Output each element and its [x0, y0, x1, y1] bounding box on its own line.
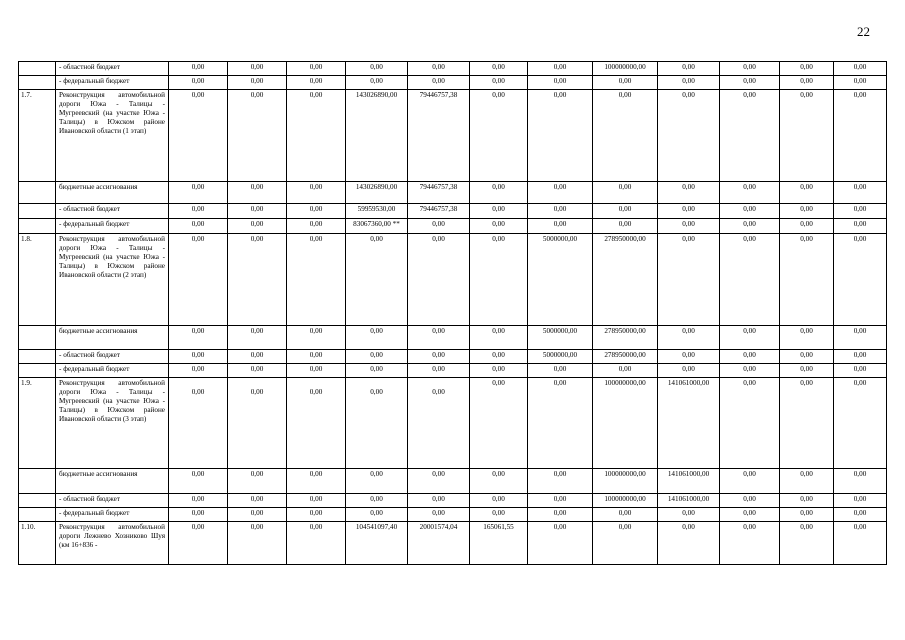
amount-cell: 0,00	[227, 363, 286, 377]
amount-cell: 100000000,00	[592, 61, 657, 75]
amount-cell: 0,00	[833, 377, 887, 468]
amount-cell: 0,00	[719, 349, 779, 363]
amount-cell: 0,00	[592, 181, 657, 203]
amount-cell: 0,00	[345, 468, 407, 493]
amount-cell: 0,00	[592, 521, 657, 565]
amount-cell: 0,00	[227, 203, 286, 218]
amount-cell: 0,00	[657, 325, 719, 349]
amount-cell: 0,00	[286, 507, 345, 521]
item-name-cell	[55, 468, 168, 493]
amount-cell: 0,00	[227, 468, 286, 493]
amount-cell: 0,00	[833, 507, 887, 521]
amount-cell: 0,00	[168, 181, 227, 203]
amount-cell: 0,00	[168, 507, 227, 521]
row-number-cell	[18, 468, 55, 493]
amount-cell: 0,00	[168, 61, 227, 75]
table-row	[18, 89, 887, 181]
row-number-cell: 1.7.	[18, 89, 55, 181]
amount-cell: 278950000,00	[592, 233, 657, 325]
table-row	[18, 325, 887, 349]
amount-cell: 0,00	[657, 89, 719, 181]
item-name-text: - федеральный бюджет	[59, 77, 130, 85]
amount-cell: 5000000,00	[527, 325, 592, 349]
table-row	[18, 521, 887, 565]
amount-cell: 0,00	[227, 181, 286, 203]
amount-cell: 0,00	[719, 325, 779, 349]
amount-cell: 59959530,00	[345, 203, 407, 218]
amount-cell: 0,00	[779, 363, 833, 377]
amount-cell: 0,00	[407, 363, 469, 377]
amount-cell: 0,00	[286, 363, 345, 377]
amount-cell: 0,00	[719, 521, 779, 565]
amount-cell: 0,00	[168, 233, 227, 325]
budget-table	[18, 61, 887, 565]
amount-cell: 0,00	[779, 218, 833, 233]
amount-cell: 0,00	[719, 218, 779, 233]
amount-cell: 0,00	[592, 218, 657, 233]
item-name-cell	[55, 75, 168, 89]
amount-cell: 0,00	[469, 89, 527, 181]
amount-cell: 0,00	[286, 521, 345, 565]
amount-cell: 100000000,00	[592, 493, 657, 507]
amount-cell: 0,00	[719, 203, 779, 218]
item-name-text: - областной бюджет	[59, 495, 120, 503]
item-name-cell	[55, 325, 168, 349]
row-number-cell	[18, 203, 55, 218]
amount-cell: 0,00	[657, 349, 719, 363]
amount-cell: 165061,55	[469, 521, 527, 565]
item-name-text: бюджетные ассигнования	[59, 327, 138, 335]
amount-cell: 0,00	[833, 61, 887, 75]
item-name-text: бюджетные ассигнования	[59, 183, 138, 191]
item-name-cell	[55, 363, 168, 377]
table-row	[18, 218, 887, 233]
row-number-cell: 1.8.	[18, 233, 55, 325]
amount-cell: 0,00	[286, 75, 345, 89]
amount-cell: 0,00	[168, 89, 227, 181]
table-row	[18, 203, 887, 218]
amount-cell: 0,00	[719, 61, 779, 75]
table-row	[18, 75, 887, 89]
amount-cell: 0,00	[345, 349, 407, 363]
table-row	[18, 61, 887, 75]
amount-cell: 0,00	[227, 75, 286, 89]
item-name-text: Реконструкция автомобильной дороги Южа - Талицы - Мугреевский (на участке Южа - Талицы) в Южском районе Ивановской области (3 этап)	[59, 379, 165, 423]
amount-cell: 0,00	[527, 203, 592, 218]
amount-cell: 0,00	[286, 468, 345, 493]
item-name-text: - федеральный бюджет	[59, 365, 130, 373]
amount-cell: 0,00	[168, 493, 227, 507]
amount-cell: 0,00	[345, 325, 407, 349]
row-number-cell	[18, 75, 55, 89]
row-number-cell	[18, 507, 55, 521]
amount-cell: 0,00	[719, 377, 779, 468]
amount-cell: 0,00	[469, 507, 527, 521]
item-name-cell	[55, 181, 168, 203]
amount-cell: 0,00	[527, 493, 592, 507]
amount-cell: 0,00	[227, 325, 286, 349]
amount-cell: 0,00	[469, 61, 527, 75]
amount-cell: 0,00	[407, 325, 469, 349]
amount-cell: 0,00	[657, 75, 719, 89]
row-number-cell	[18, 61, 55, 75]
amount-cell: 0,00	[657, 363, 719, 377]
item-name-cell	[55, 218, 168, 233]
amount-cell: 141061000,00	[657, 493, 719, 507]
amount-cell: 0,00	[286, 61, 345, 75]
amount-cell: 0,00	[345, 61, 407, 75]
amount-cell: 0,00	[227, 507, 286, 521]
amount-cell: 0,00	[779, 181, 833, 203]
amount-cell: 0,00	[469, 203, 527, 218]
amount-cell: 100000000,00	[592, 468, 657, 493]
amount-cell: 0,00	[657, 61, 719, 75]
amount-cell: 0,00	[833, 521, 887, 565]
item-name-text: Реконструкция автомобильной дороги Лежнево Хозниково Шуя (км 16+836 -	[59, 523, 165, 549]
amount-cell: 0,00	[592, 507, 657, 521]
item-name-text: - областной бюджет	[59, 351, 120, 359]
amount-cell: 0,00	[527, 521, 592, 565]
amount-cell: 0,00	[527, 468, 592, 493]
amount-cell: 0,00	[833, 468, 887, 493]
amount-cell: 0,00	[407, 233, 469, 325]
table-row	[18, 363, 887, 377]
amount-cell: 104541097,40	[345, 521, 407, 565]
amount-cell: 0,00	[833, 363, 887, 377]
item-name-text: Реконструкция автомобильной дороги Южа - Талицы - Мугреевский (на участке Южа - Талицы) в Южском районе Ивановской области (1 этап)	[59, 91, 165, 135]
amount-cell: 0,00	[779, 75, 833, 89]
amount-cell: 0,00	[345, 363, 407, 377]
amount-cell: 0,00	[527, 218, 592, 233]
amount-cell: 0,00	[168, 377, 227, 468]
amount-cell: 0,00	[469, 181, 527, 203]
amount-cell: 0,00	[407, 218, 469, 233]
amount-cell: 0,00	[779, 233, 833, 325]
table-row	[18, 181, 887, 203]
amount-cell: 0,00	[407, 61, 469, 75]
table-row	[18, 377, 887, 468]
amount-cell: 0,00	[657, 181, 719, 203]
amount-cell: 0,00	[345, 493, 407, 507]
amount-cell: 0,00	[469, 363, 527, 377]
amount-cell: 0,00	[407, 377, 469, 468]
amount-cell: 0,00	[407, 493, 469, 507]
amount-cell: 0,00	[227, 89, 286, 181]
amount-cell: 83067360,00 **	[345, 218, 407, 233]
row-number-cell	[18, 349, 55, 363]
amount-cell: 5000000,00	[527, 349, 592, 363]
item-name-cell	[55, 377, 168, 468]
row-number-cell	[18, 181, 55, 203]
amount-cell: 0,00	[719, 363, 779, 377]
row-number-cell	[18, 218, 55, 233]
amount-cell: 0,00	[345, 75, 407, 89]
table-row	[18, 349, 887, 363]
amount-cell: 0,00	[168, 203, 227, 218]
row-number-cell	[18, 363, 55, 377]
amount-cell: 79446757,38	[407, 89, 469, 181]
amount-cell: 141061000,00	[657, 468, 719, 493]
amount-cell: 0,00	[168, 521, 227, 565]
amount-cell: 0,00	[779, 325, 833, 349]
amount-cell: 0,00	[227, 493, 286, 507]
amount-cell: 0,00	[592, 89, 657, 181]
table-row	[18, 493, 887, 507]
row-number-cell	[18, 493, 55, 507]
amount-cell: 0,00	[469, 75, 527, 89]
amount-cell: 0,00	[527, 89, 592, 181]
amount-cell: 0,00	[719, 507, 779, 521]
amount-cell: 0,00	[168, 363, 227, 377]
amount-cell: 0,00	[469, 493, 527, 507]
amount-cell: 0,00	[592, 75, 657, 89]
amount-cell: 0,00	[779, 349, 833, 363]
item-name-cell	[55, 493, 168, 507]
amount-cell: 0,00	[227, 349, 286, 363]
amount-cell: 0,00	[527, 61, 592, 75]
amount-cell: 0,00	[833, 493, 887, 507]
amount-cell: 0,00	[168, 75, 227, 89]
amount-cell: 0,00	[527, 507, 592, 521]
amount-cell: 0,00	[779, 377, 833, 468]
item-name-cell	[55, 61, 168, 75]
amount-cell: 0,00	[469, 218, 527, 233]
amount-cell: 0,00	[469, 349, 527, 363]
amount-cell: 79446757,38	[407, 181, 469, 203]
table-row	[18, 507, 887, 521]
amount-cell: 0,00	[833, 89, 887, 181]
amount-cell: 0,00	[227, 377, 286, 468]
amount-cell: 278950000,00	[592, 349, 657, 363]
amount-cell: 0,00	[168, 349, 227, 363]
amount-cell: 0,00	[407, 507, 469, 521]
amount-cell: 0,00	[779, 468, 833, 493]
amount-cell: 0,00	[527, 181, 592, 203]
amount-cell: 0,00	[719, 181, 779, 203]
item-name-cell	[55, 233, 168, 325]
amount-cell: 0,00	[592, 363, 657, 377]
amount-cell: 0,00	[719, 233, 779, 325]
amount-cell: 0,00	[833, 218, 887, 233]
amount-cell: 0,00	[168, 325, 227, 349]
amount-cell: 100000000,00	[592, 377, 657, 468]
amount-cell: 278950000,00	[592, 325, 657, 349]
item-name-cell	[55, 203, 168, 218]
amount-cell: 0,00	[286, 181, 345, 203]
amount-cell: 0,00	[407, 349, 469, 363]
amount-cell: 0,00	[527, 75, 592, 89]
amount-cell: 0,00	[469, 233, 527, 325]
amount-cell: 143026890,00	[345, 181, 407, 203]
amount-cell: 20001574,04	[407, 521, 469, 565]
item-name-text: - областной бюджет	[59, 205, 120, 213]
amount-cell: 0,00	[286, 203, 345, 218]
item-name-text: - федеральный бюджет	[59, 220, 130, 228]
amount-cell: 0,00	[833, 75, 887, 89]
item-name-text: - федеральный бюджет	[59, 509, 130, 517]
amount-cell: 0,00	[286, 89, 345, 181]
amount-cell: 0,00	[657, 203, 719, 218]
amount-cell: 0,00	[833, 349, 887, 363]
amount-cell: 0,00	[779, 521, 833, 565]
amount-cell: 0,00	[657, 233, 719, 325]
amount-cell: 0,00	[469, 325, 527, 349]
amount-cell: 0,00	[719, 89, 779, 181]
item-name-text: Реконструкция автомобильной дороги Южа - Талицы - Мугреевский (на участке Южа - Талицы) в Южском районе Ивановской области (2 этап)	[59, 235, 165, 279]
row-number-cell: 1.9.	[18, 377, 55, 468]
amount-cell: 0,00	[833, 325, 887, 349]
amount-cell: 0,00	[407, 468, 469, 493]
amount-cell: 0,00	[833, 181, 887, 203]
amount-cell: 0,00	[779, 203, 833, 218]
amount-cell: 0,00	[592, 203, 657, 218]
item-name-cell	[55, 89, 168, 181]
amount-cell: 0,00	[227, 218, 286, 233]
amount-cell: 0,00	[168, 468, 227, 493]
item-name-text: бюджетные ассигнования	[59, 470, 138, 478]
item-name-cell	[55, 349, 168, 363]
item-name-text: - областной бюджет	[59, 63, 120, 71]
amount-cell: 0,00	[719, 493, 779, 507]
table-row	[18, 233, 887, 325]
item-name-cell	[55, 521, 168, 565]
amount-cell: 0,00	[469, 468, 527, 493]
amount-cell: 0,00	[407, 75, 469, 89]
amount-cell: 0,00	[227, 233, 286, 325]
amount-cell: 0,00	[227, 61, 286, 75]
amount-cell: 0,00	[779, 493, 833, 507]
amount-cell: 0,00	[227, 521, 286, 565]
amount-cell: 0,00	[286, 233, 345, 325]
row-number-cell: 1.10.	[18, 521, 55, 565]
amount-cell: 0,00	[779, 507, 833, 521]
amount-cell: 0,00	[527, 363, 592, 377]
amount-cell: 0,00	[286, 493, 345, 507]
amount-cell: 79446757,38	[407, 203, 469, 218]
amount-cell: 0,00	[286, 218, 345, 233]
amount-cell: 0,00	[286, 349, 345, 363]
row-number-cell	[18, 325, 55, 349]
amount-cell: 5000000,00	[527, 233, 592, 325]
amount-cell: 0,00	[833, 203, 887, 218]
amount-cell: 0,00	[657, 218, 719, 233]
amount-cell: 0,00	[469, 377, 527, 468]
page-number: 22	[857, 24, 870, 39]
amount-cell: 141061000,00	[657, 377, 719, 468]
amount-cell: 0,00	[168, 218, 227, 233]
table-row	[18, 468, 887, 493]
amount-cell: 0,00	[527, 377, 592, 468]
amount-cell: 0,00	[657, 521, 719, 565]
amount-cell: 0,00	[719, 75, 779, 89]
amount-cell: 0,00	[719, 468, 779, 493]
amount-cell: 0,00	[345, 377, 407, 468]
amount-cell: 0,00	[286, 325, 345, 349]
amount-cell: 0,00	[286, 377, 345, 468]
amount-cell: 0,00	[779, 89, 833, 181]
amount-cell: 0,00	[657, 507, 719, 521]
amount-cell: 0,00	[833, 233, 887, 325]
amount-cell: 143026890,00	[345, 89, 407, 181]
amount-cell: 0,00	[345, 507, 407, 521]
amount-cell: 0,00	[779, 61, 833, 75]
item-name-cell	[55, 507, 168, 521]
amount-cell: 0,00	[345, 233, 407, 325]
